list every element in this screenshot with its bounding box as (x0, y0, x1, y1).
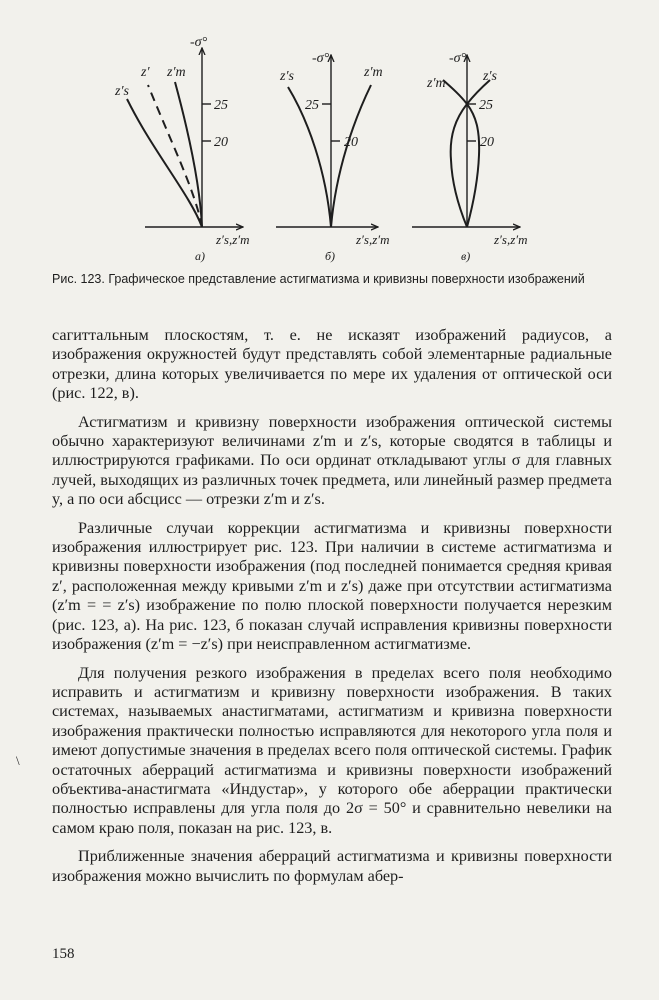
sub-label: а) (195, 249, 205, 263)
curve-label-zs: z′s (280, 69, 294, 84)
paragraph: сагиттальным плоскостям, т. е. не исказят изображений радиусов, а изображения окружностей будут представлять собой элементарные радиальные отрезки, длина которых увеличивается по мере их удаления от оптической оси (рис. 122, в). (52, 326, 612, 403)
diagram-a (114, 35, 250, 263)
tick-label-25: 25 (214, 98, 228, 113)
curve-zs (443, 80, 479, 227)
sub-label: б) (325, 249, 336, 263)
axis-label: -σ° (312, 51, 330, 66)
tick-label-20: 20 (214, 135, 228, 150)
curve-label-zs: z′s (115, 84, 129, 99)
tick-label-20: 20 (480, 135, 494, 150)
curve-label-zm: z′m (427, 76, 446, 91)
curve-label-zs: z′s (483, 69, 497, 84)
curve-z-mean (148, 85, 202, 227)
tick-label-20: 20 (344, 135, 358, 150)
axis-label: -σ° (190, 35, 208, 50)
curve-zm (175, 82, 202, 227)
curve-zm (331, 85, 371, 227)
diagram-c (412, 51, 528, 263)
paragraph: Для получения резкого изображения в пределах всего поля необходимо исправить и астигматизм и кривизну поверхности изображения. В таких системах, называемых анастигматами, астигматизм и кривизна поверхности изображения практически полностью исправляются для некоторого угла поля и имеют допустимые значения в пределах всего поля оптической системы. График остаточных аберраций астигматизма и кривизны поверхности изображений объектива-анастигмата «Индустар», у которого обе аберрации практически полностью исправлены для угла поля до 2σ = 50° и сравнительно невелики на самом краю поля, показан на рис. 123, в. (52, 663, 612, 837)
astigmatism-figure (0, 0, 659, 268)
tick-label-25: 25 (479, 98, 493, 113)
body-text (52, 326, 612, 895)
tick-label-25: 25 (305, 98, 319, 113)
sub-label: в) (461, 249, 471, 263)
curve-label-z: z′ (141, 65, 150, 80)
page-number: 158 (52, 946, 75, 962)
diagram-b (276, 51, 390, 263)
curve-label-zm: z′m (167, 65, 186, 80)
paragraph: Астигматизм и кривизну поверхности изображения оптической системы обычно характеризуют величинами z′m и z′s, которые сводятся в таблицы и иллюстрируются графиками. По оси ординат откладывают углы σ для главных лучей, выходящих из различных точек предмета, или линейный размер предмета y, а по оси абсцисс — отрезки z′m и z′s. (52, 412, 612, 509)
x-axis-label: z′s,z′m (216, 232, 250, 247)
paragraph: Приближенные значения аберраций астигматизма и кривизны поверхности изображения можно вычислить по формулам абер- (52, 847, 612, 885)
figure-caption: Рис. 123. Графическое представление астигматизма и кривизны поверхности изображений (52, 272, 585, 286)
margin-mark: \ (16, 753, 20, 768)
x-axis-label: z′s,z′m (356, 232, 390, 247)
paragraph: Различные случаи коррекции астигматизма и кривизны поверхности изображения иллюстрирует рис. 123. При наличии в системе астигматизма и кривизны поверхности изображения (под последней понимается средняя кривая z′, расположенная между кривыми z′m и z′s) даже при отсутствии астигматизма (z′m = = z′s) изображение по полю плоской поверхности получается нерезким (рис. 123, а). На рис. 123, б показан случай исправления кривизны поверхности изображения (z′m = −z′s) при неисправленном астигматизме. (52, 518, 612, 654)
x-axis-label: z′s,z′m (494, 232, 528, 247)
curve-label-zm: z′m (364, 65, 383, 80)
axis-label: -σ° (449, 51, 467, 66)
curve-zs (127, 99, 202, 227)
